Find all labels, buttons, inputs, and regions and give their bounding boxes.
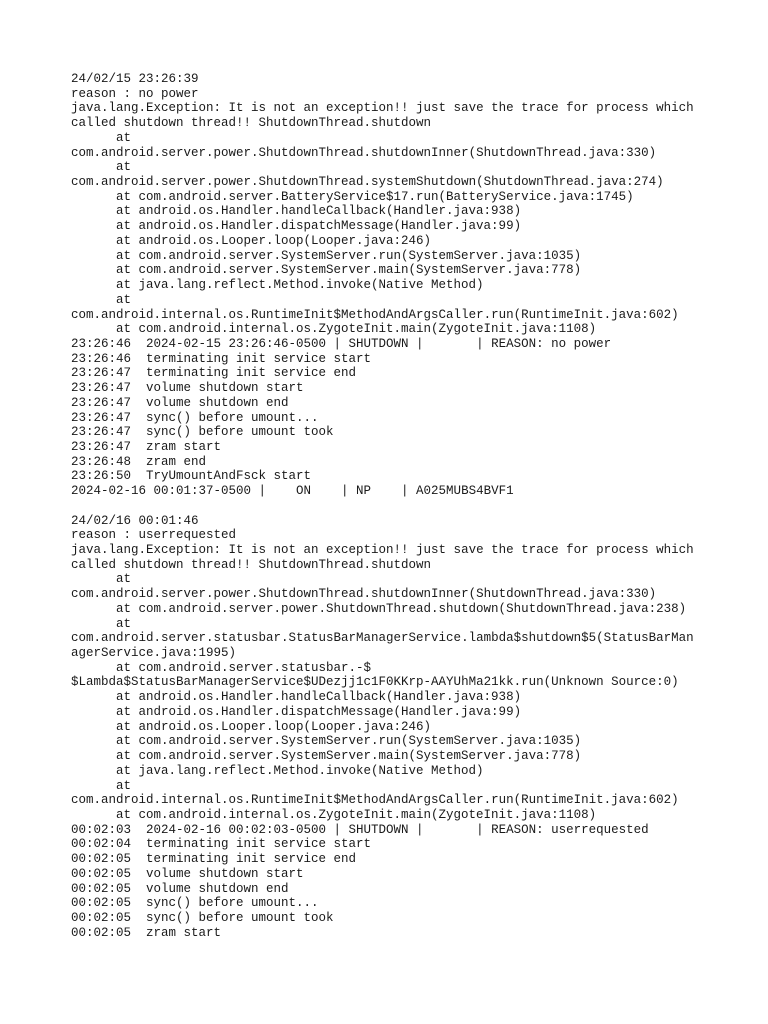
log-line: 23:26:47 volume shutdown end <box>71 395 289 410</box>
log-line: 00:02:05 sync() before umount... <box>71 896 319 911</box>
log-line: 00:02:05 terminating init service end <box>71 852 357 867</box>
log-line: 00:02:05 zram start <box>71 925 222 940</box>
log-line: 24/02/15 23:26:39 <box>71 72 199 86</box>
log-line: called shutdown thread!! ShutdownThread.shutdown <box>71 116 432 131</box>
log-line: 00:02:05 volume shutdown start <box>71 866 304 881</box>
log-line: com.android.server.power.ShutdownThread.systemShutdown(ShutdownThread.java:274) <box>71 175 664 190</box>
log-line: at <box>116 160 132 175</box>
log-line: 00:02:03 2024-02-16 00:02:03-0500 | SHUTDOWN | | REASON: userrequested <box>71 822 649 837</box>
log-line: java.lang.Exception: It is not an exception!! just save the trace for process which <box>71 101 694 116</box>
log-line: 23:26:47 sync() before umount took <box>71 425 334 440</box>
log-line: at com.android.internal.os.ZygoteInit.main(ZygoteInit.java:1108) <box>116 322 597 337</box>
log-line: com.android.server.statusbar.StatusBarManagerService.lambda$shutdown$5(StatusBarMan <box>71 631 694 646</box>
log-line: at <box>116 616 132 631</box>
log-line: at <box>116 572 132 587</box>
log-line: 23:26:47 zram start <box>71 439 222 454</box>
log-line: 00:02:05 sync() before umount took <box>71 910 334 925</box>
log-line: at java.lang.reflect.Method.invoke(Native Method) <box>116 278 484 293</box>
log-line: 00:02:04 terminating init service start <box>71 837 372 852</box>
log-line: java.lang.Exception: It is not an exception!! just save the trace for process which <box>71 543 694 557</box>
log-line: at android.os.Looper.loop(Looper.java:246) <box>116 719 432 734</box>
log-line: at java.lang.reflect.Method.invoke(Native Method) <box>116 763 484 778</box>
log-line: reason : no power <box>71 86 199 101</box>
log-line: at com.android.server.SystemServer.main(SystemServer.java:778) <box>116 263 582 278</box>
log-line: 23:26:50 TryUmountAndFsck start <box>71 469 312 484</box>
log-line: at com.android.server.SystemServer.main(SystemServer.java:778) <box>116 749 582 764</box>
log-line: com.android.internal.os.RuntimeInit$MethodAndArgsCaller.run(RuntimeInit.java:602) <box>71 793 679 808</box>
log-line: at android.os.Handler.dispatchMessage(Handler.java:99) <box>116 704 522 719</box>
log-line: com.android.server.power.ShutdownThread.shutdownInner(ShutdownThread.java:330) <box>71 587 657 602</box>
blank-line <box>71 499 761 514</box>
log-line: at android.os.Handler.dispatchMessage(Handler.java:99) <box>116 219 522 234</box>
log-line: agerService.java:1995) <box>71 646 237 661</box>
log-line: 23:26:47 volume shutdown start <box>71 381 304 396</box>
log-line: $Lambda$StatusBarManagerService$UDezjj1c1F0KKrp-AAYUhMa21kk.run(Unknown Source:0) <box>71 675 679 690</box>
log-line: at <box>116 292 132 307</box>
log-line: 2024-02-16 00:01:37-0500 | ON | NP | A025MUBS4BVF1 <box>71 484 514 499</box>
log-line: at com.android.server.SystemServer.run(SystemServer.java:1035) <box>116 248 582 263</box>
log-line: at android.os.Handler.handleCallback(Handler.java:938) <box>116 690 522 705</box>
log-line: com.android.server.power.ShutdownThread.shutdownInner(ShutdownThread.java:330) <box>71 145 657 160</box>
log-line: at <box>116 778 132 793</box>
shutdown-log-text <box>71 72 761 940</box>
log-line: at <box>116 130 132 145</box>
log-line: at com.android.server.statusbar.-$ <box>116 660 372 675</box>
log-line: 24/02/16 00:01:46 <box>71 513 199 528</box>
log-line: at com.android.server.power.ShutdownThread.shutdown(ShutdownThread.java:238) <box>116 601 687 616</box>
log-line: 00:02:05 volume shutdown end <box>71 881 289 896</box>
log-line: at com.android.internal.os.ZygoteInit.main(ZygoteInit.java:1108) <box>116 807 597 822</box>
log-line: at android.os.Looper.loop(Looper.java:246) <box>116 233 432 248</box>
log-line: at com.android.server.BatteryService$17.run(BatteryService.java:1745) <box>116 189 634 204</box>
log-line: 23:26:48 zram end <box>71 454 207 469</box>
log-line: at com.android.server.SystemServer.run(SystemServer.java:1035) <box>116 734 582 749</box>
log-line: 23:26:47 sync() before umount... <box>71 410 319 425</box>
log-line: 23:26:46 2024-02-15 23:26:46-0500 | SHUTDOWN | | REASON: no power <box>71 336 612 351</box>
log-line: at android.os.Handler.handleCallback(Handler.java:938) <box>116 204 522 219</box>
log-line: com.android.internal.os.RuntimeInit$MethodAndArgsCaller.run(RuntimeInit.java:602) <box>71 307 679 322</box>
log-line: 23:26:47 terminating init service end <box>71 366 357 381</box>
log-line: reason : userrequested <box>71 528 237 543</box>
log-line: called shutdown thread!! ShutdownThread.shutdown <box>71 557 432 572</box>
log-line: 23:26:46 terminating init service start <box>71 351 372 366</box>
